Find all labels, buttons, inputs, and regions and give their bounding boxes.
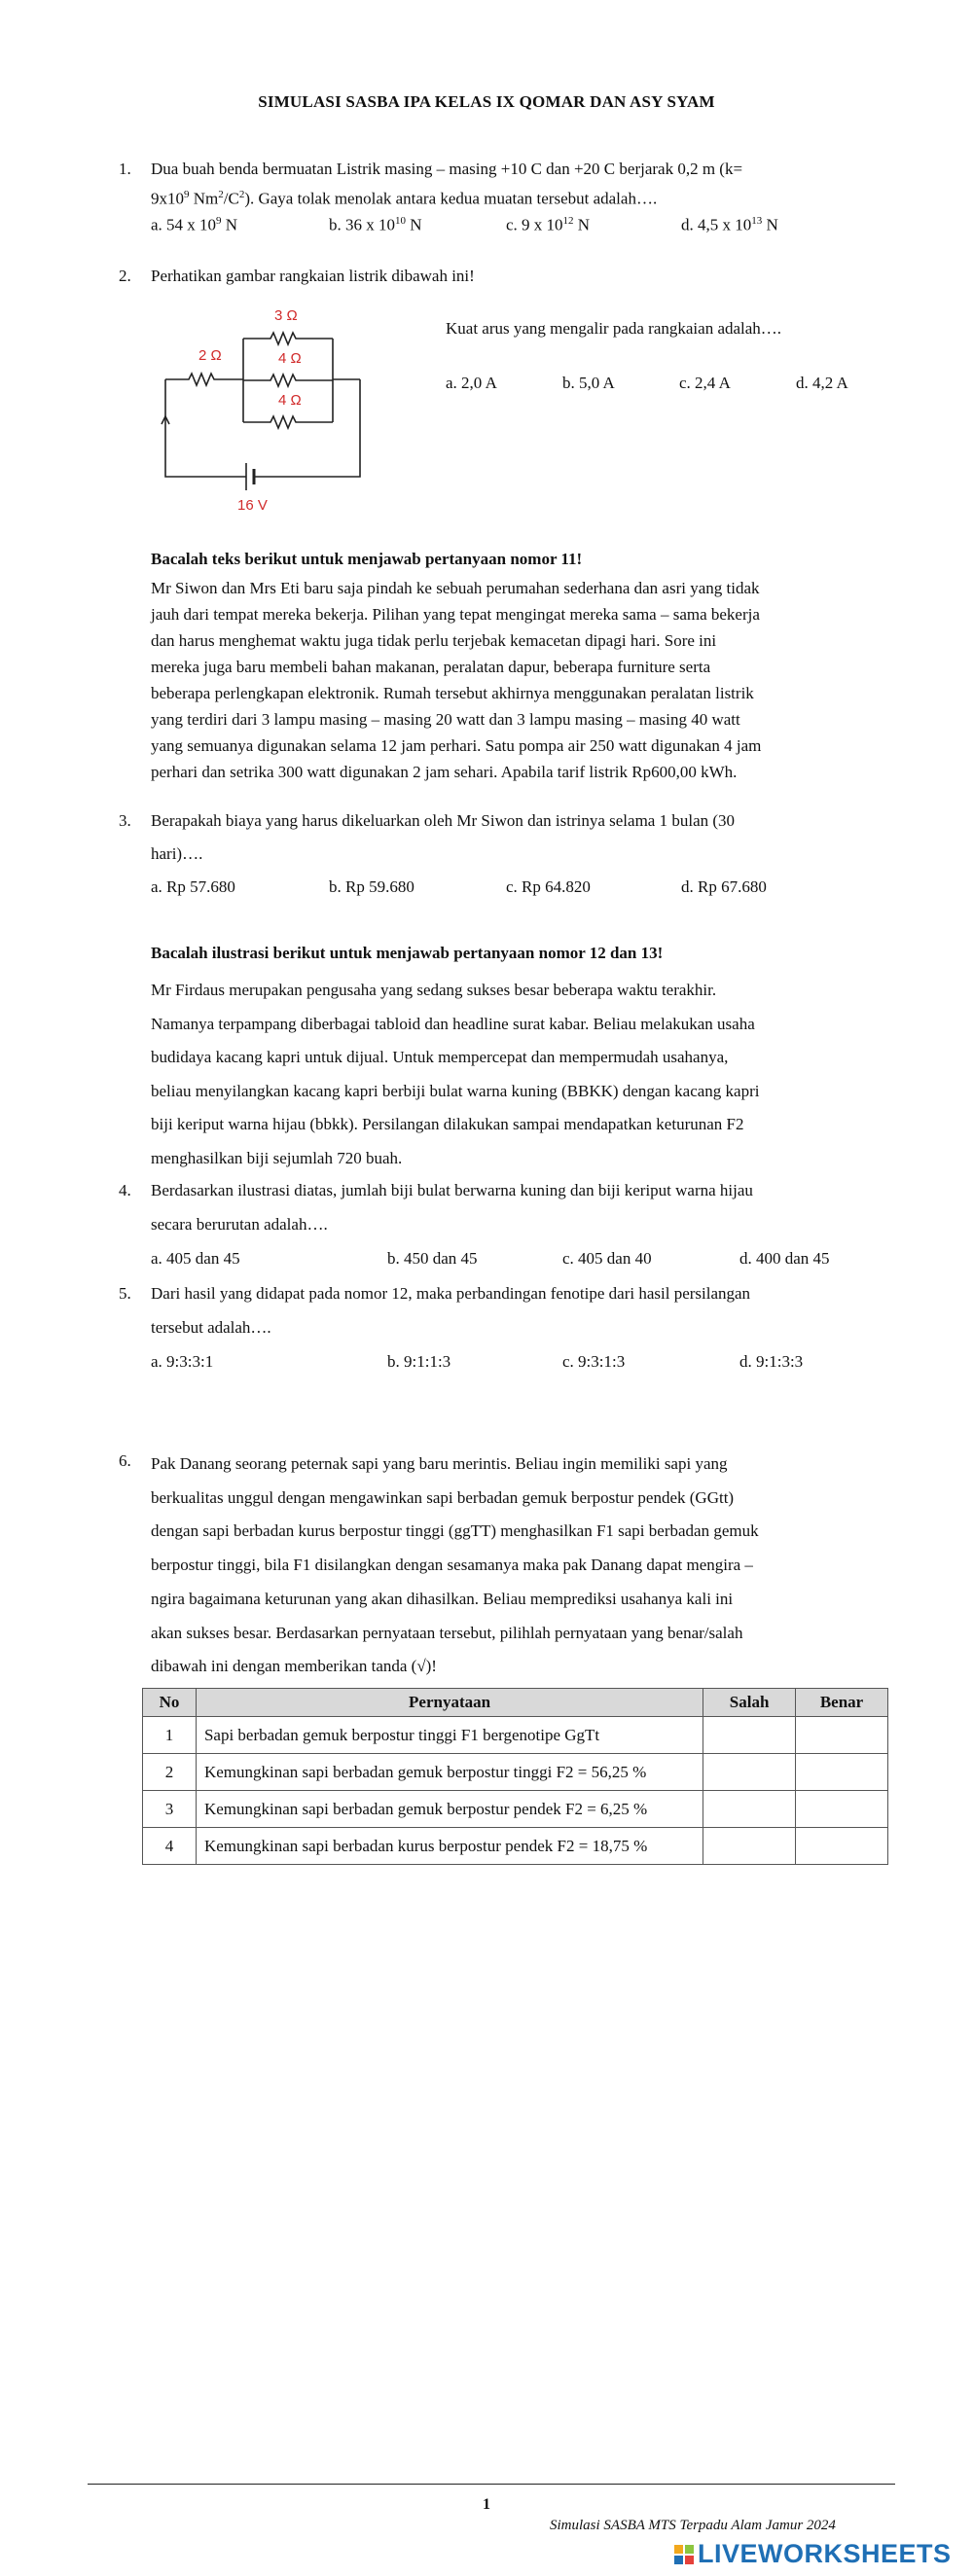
table-row	[143, 1717, 888, 1754]
option-d[interactable]: d. Rp 67.680	[681, 877, 767, 896]
question-number: 5.	[119, 1284, 131, 1303]
resistor-label: 4 Ω	[278, 350, 302, 367]
option-b[interactable]: b. Rp 59.680	[329, 877, 414, 896]
reading-passage	[151, 974, 879, 1175]
column-header: Salah	[703, 1689, 796, 1717]
passage-line: Namanya terpampang diberbagai tabloid dan headline surat kabar. Beliau melakukan usaha	[151, 1014, 755, 1033]
question-text-line: $9x10^9$ $Nm^2/C^2$). Gaya tolak menolak antara kedua muatan tersebut adalah….	[151, 189, 658, 208]
row-number: 2	[143, 1754, 197, 1791]
column-header: Pernyataan	[196, 1689, 703, 1717]
salah-checkbox-cell[interactable]	[703, 1828, 796, 1865]
question-text-line: ngira bagaimana keturunan yang akan dihasilkan. Beliau memprediksi usahanya kali ini	[151, 1589, 734, 1608]
page-number: 1	[483, 2496, 490, 2513]
question-text	[151, 1448, 879, 1684]
footer-divider	[88, 2484, 895, 2485]
question-prompt: Kuat arus yang mengalir pada rangkaian adalah….	[446, 319, 782, 338]
statement-text: Kemungkinan sapi berbadan gemuk berpostur pendek F2 = 6,25 %	[196, 1791, 703, 1828]
option-d[interactable]: d. 400 dan 45	[739, 1249, 830, 1268]
question-text-line: berpostur tinggi, bila F1 disilangkan dengan sesamanya maka pak Danang dapat mengira –	[151, 1556, 753, 1575]
passage-line: perhari dan setrika 300 watt digunakan 2 jam sehari. Apabila tarif listrik Rp600,00 kWh.	[151, 763, 738, 781]
column-header: No	[143, 1689, 197, 1717]
resistor-label: 2 Ω	[198, 347, 222, 364]
brand-name: LIVEWORKSHEETS	[698, 2539, 952, 2568]
option-c[interactable]: c. Rp 64.820	[506, 877, 591, 896]
question-text-line: Berapakah biaya yang harus dikeluarkan oleh Mr Siwon dan istrinya selama 1 bulan (30	[151, 811, 736, 830]
passage-line: yang terdiri dari 3 lampu masing – masing 20 watt dan 3 lampu masing – masing 40 watt	[151, 710, 740, 729]
question-number: 3.	[119, 811, 131, 830]
option-c[interactable]: c. 2,4 A	[679, 374, 731, 392]
passage-line: beliau menyilangkan kacang kapri berbiji bulat warna kuning (BBKK) dengan kacang kapri	[151, 1081, 760, 1100]
question-text-line: Berdasarkan ilustrasi diatas, jumlah biji bulat berwarna kuning dan biji keriput warna hijau	[151, 1181, 753, 1199]
option-a[interactable]: a. Rp 57.680	[151, 877, 235, 896]
question-text-line: berkualitas unggul dengan mengawinkan sapi berbadan gemuk berpostur pendek (GGtt)	[151, 1487, 735, 1507]
passage-line: Mr Siwon dan Mrs Eti baru saja pindah ke sebuah perumahan sederhana dan asri yang tidak	[151, 579, 760, 597]
row-number: 3	[143, 1791, 197, 1828]
passage-line: jauh dari tempat mereka bekerja. Pilihan yang tepat mengingat mereka sama – sama bekerja	[151, 605, 760, 624]
passage-line: budidaya kacang kapri untuk dijual. Untuk mempercepat dan mempermudah usahanya,	[151, 1048, 729, 1066]
table-row	[143, 1754, 888, 1791]
reading-heading: Bacalah teks berikut untuk menjawab pertanyaan nomor 11!	[151, 550, 583, 568]
option-d[interactable]: d. 4,2 A	[796, 374, 848, 392]
document-title: SIMULASI SASBA IPA KELAS IX QOMAR DAN ASY SYAM	[258, 92, 715, 111]
question-text-line: Dua buah benda bermuatan Listrik masing – masing +10 C dan +20 C berjarak 0,2 m (k=	[151, 160, 743, 178]
passage-line: biji keriput warna hijau (bbkk). Persilangan dilakukan sampai mendapatkan keturunan F2	[151, 1115, 744, 1133]
passage-line: mereka juga baru membeli bahan makanan, peralatan dapur, beberapa furniture serta	[151, 658, 711, 676]
question-text-line: akan sukses besar. Berdasarkan pernyataan tersebut, pilihlah pernyataan yang benar/salah	[151, 1623, 743, 1642]
salah-checkbox-cell[interactable]	[703, 1754, 796, 1791]
reading-heading: Bacalah ilustrasi berikut untuk menjawab pertanyaan nomor 12 dan 13!	[151, 944, 664, 962]
option-b[interactable]: b. 36 x $10^{10}$ N	[329, 215, 422, 234]
question-text-line: dibawah ini dengan memberikan tanda (√)!	[151, 1657, 437, 1676]
passage-line: beberapa perlengkapan elektronik. Rumah tersebut akhirnya menggunakan peralatan listrik	[151, 684, 754, 702]
question-text-line: tersebut adalah….	[151, 1318, 271, 1337]
option-c[interactable]: c. 9:3:1:3	[562, 1352, 626, 1371]
table-header-row	[143, 1689, 888, 1717]
question-text-line: Perhatikan gambar rangkaian listrik dibawah ini!	[151, 267, 475, 285]
salah-checkbox-cell[interactable]	[703, 1717, 796, 1754]
statement-text: Kemungkinan sapi berbadan gemuk berpostur tinggi F2 = 56,25 %	[196, 1754, 703, 1791]
passage-line: menghasilkan biji sejumlah 720 buah.	[151, 1148, 403, 1167]
option-b[interactable]: b. 5,0 A	[562, 374, 615, 392]
question-number: 1.	[119, 160, 131, 178]
column-header: Benar	[796, 1689, 888, 1717]
benar-checkbox-cell[interactable]	[796, 1791, 888, 1828]
resistor-label: 4 Ω	[278, 392, 302, 409]
reading-passage	[151, 575, 879, 785]
question-number: 6.	[119, 1451, 131, 1470]
liveworksheets-logo	[674, 2539, 952, 2569]
statement-table	[142, 1688, 888, 1865]
statement-text: Sapi berbadan gemuk berpostur tinggi F1 bergenotipe GgTt	[196, 1717, 703, 1754]
footer-text: Simulasi SASBA MTS Terpadu Alam Jamur 2024	[550, 2518, 836, 2533]
question-number: 4.	[119, 1181, 131, 1199]
benar-checkbox-cell[interactable]	[796, 1754, 888, 1791]
option-a[interactable]: a. 9:3:3:1	[151, 1352, 214, 1371]
passage-line: yang semuanya digunakan selama 12 jam perhari. Satu pompa air 250 watt digunakan 4 jam	[151, 736, 762, 755]
benar-checkbox-cell[interactable]	[796, 1717, 888, 1754]
table-row	[143, 1828, 888, 1865]
question-text-line: hari)….	[151, 844, 203, 863]
question-text-line: secara berurutan adalah….	[151, 1215, 328, 1234]
statement-text: Kemungkinan sapi berbadan kurus berpostur pendek F2 = 18,75 %	[196, 1828, 703, 1865]
liveworksheets-icon	[674, 2545, 694, 2564]
option-b[interactable]: b. 450 dan 45	[387, 1249, 478, 1268]
table-row	[143, 1791, 888, 1828]
option-a[interactable]: a. 54 x $10^9$ N	[151, 215, 238, 234]
circuit-diagram	[146, 300, 379, 519]
option-a[interactable]: a. 2,0 A	[446, 374, 497, 392]
question-text-line: dengan sapi berbadan kurus berpostur tinggi (ggTT) menghasilkan F1 sapi berbadan gemuk	[151, 1521, 759, 1541]
option-d[interactable]: d. 9:1:3:3	[739, 1352, 804, 1371]
row-number: 4	[143, 1828, 197, 1865]
question-number: 2.	[119, 267, 131, 285]
question-text-line: Pak Danang seorang peternak sapi yang baru merintis. Beliau ingin memiliki sapi yang	[151, 1454, 728, 1473]
passage-line: dan harus menghemat waktu juga tidak perlu terjebak kemacetan dipagi hari. Sore ini	[151, 631, 717, 650]
salah-checkbox-cell[interactable]	[703, 1791, 796, 1828]
benar-checkbox-cell[interactable]	[796, 1828, 888, 1865]
passage-line: Mr Firdaus merupakan pengusaha yang sedang sukses besar beberapa waktu terakhir.	[151, 981, 717, 999]
option-c[interactable]: c. 9 x $10^{12}$ N	[506, 215, 591, 234]
option-b[interactable]: b. 9:1:1:3	[387, 1352, 451, 1371]
option-d[interactable]: d. 4,5 x $10^{13}$ N	[681, 215, 778, 234]
voltage-label: 16 V	[237, 497, 268, 514]
option-c[interactable]: c. 405 dan 40	[562, 1249, 652, 1268]
row-number: 1	[143, 1717, 197, 1754]
question-text-line: Dari hasil yang didapat pada nomor 12, maka perbandingan fenotipe dari hasil persilangan	[151, 1284, 751, 1303]
option-a[interactable]: a. 405 dan 45	[151, 1249, 240, 1268]
resistor-label: 3 Ω	[274, 307, 298, 324]
